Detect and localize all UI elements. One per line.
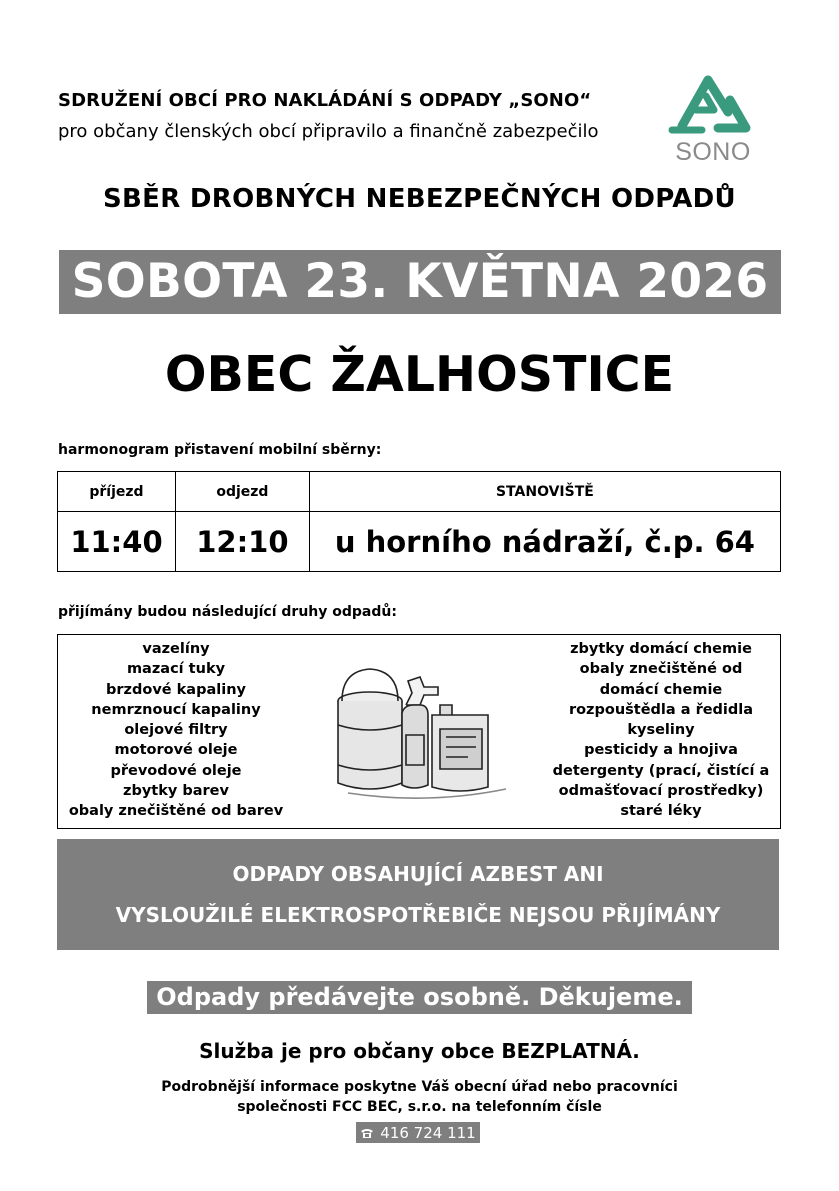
list-item: nemrznoucí kapaliny: [91, 701, 261, 718]
phone-icon: [360, 1127, 374, 1139]
schedule-table: [57, 471, 781, 572]
warning-line-1: ODPADY OBSAHUJÍCÍ AZBEST ANI: [232, 862, 604, 886]
list-item: vazelíny: [142, 641, 210, 657]
schedule-header-row: [58, 472, 781, 512]
municipality-name: OBEC ŽALHOSTICE: [164, 346, 675, 403]
list-item: obaly znečištěné od: [579, 661, 743, 678]
list-item: olejové filtry: [124, 722, 228, 739]
contact-info-line-2: společnosti FCC BEC, s.r.o. na telefonním čísle: [237, 1099, 602, 1115]
departure-time: 12:10: [175, 512, 309, 572]
list-item: zbytky domácí chemie: [570, 641, 752, 657]
contact-info: [0, 1077, 839, 1117]
organization-subtitle: pro občany členských obcí připravilo a finančně zabezpečilo: [58, 121, 599, 142]
sono-logo-icon: [668, 68, 758, 140]
contact-info-line-1: Podrobnější informace poskytne Váš obecní úřad nebo pracovníci: [161, 1079, 678, 1095]
organization-name: SDRUŽENÍ OBCÍ PRO NAKLÁDÁNÍ S ODPADY „SONO“: [58, 90, 592, 111]
list-item: staré léky: [620, 803, 702, 820]
schedule-row: [58, 512, 781, 572]
phone-number: 416 724 111: [380, 1123, 476, 1142]
list-item: detergenty (prací, čistící a: [552, 762, 770, 779]
list-item: brzdové kapaliny: [106, 681, 246, 698]
collection-location: u horního nádraží, č.p. 64: [309, 512, 780, 572]
warning-banner: [57, 839, 779, 950]
date-banner: SOBOTA 23. KVĚTNA 2026: [59, 250, 781, 314]
list-item: motorové oleje: [114, 742, 238, 759]
free-service-note: Služba je pro občany obce BEZPLATNÁ.: [199, 1039, 640, 1063]
header-departure: odjezd: [175, 472, 309, 512]
list-item: pesticidy a hnojiva: [584, 742, 738, 759]
arrival-time: 11:40: [58, 512, 176, 572]
list-item: kyseliny: [627, 722, 695, 739]
list-item: rozpouštědla a ředidla: [568, 701, 754, 718]
waste-list-right: [542, 639, 780, 822]
list-item: odmašťovací prostředky): [558, 783, 764, 800]
handover-note: Odpady předávejte osobně. Děkujeme.: [147, 981, 692, 1014]
header-location: STANOVIŠTĚ: [309, 472, 780, 512]
paint-cans-icon: [328, 665, 518, 805]
page-title: SBĚR DROBNÝCH NEBEZPEČNÝCH ODPADŮ: [103, 184, 736, 214]
phone-number-box: [356, 1122, 480, 1143]
list-item: domácí chemie: [599, 681, 723, 698]
list-item: převodové oleje: [110, 762, 242, 779]
waste-list-label: přijímány budou následující druhy odpadů:: [58, 604, 397, 620]
schedule-label: harmonogram přistavení mobilní sběrny:: [58, 442, 382, 458]
logo-text: SONO: [675, 138, 751, 166]
sono-logo: [668, 68, 758, 168]
warning-line-2: VYSLOUŽILÉ ELEKTROSPOTŘEBIČE NEJSOU PŘIJÍMÁNY: [115, 903, 721, 927]
list-item: obaly znečištěné od barev: [68, 803, 284, 820]
waste-list-left: [58, 639, 294, 822]
header-arrival: příjezd: [58, 472, 176, 512]
waste-types-box: [57, 634, 781, 829]
list-item: mazací tuky: [126, 661, 226, 678]
list-item: zbytky barev: [123, 783, 229, 800]
